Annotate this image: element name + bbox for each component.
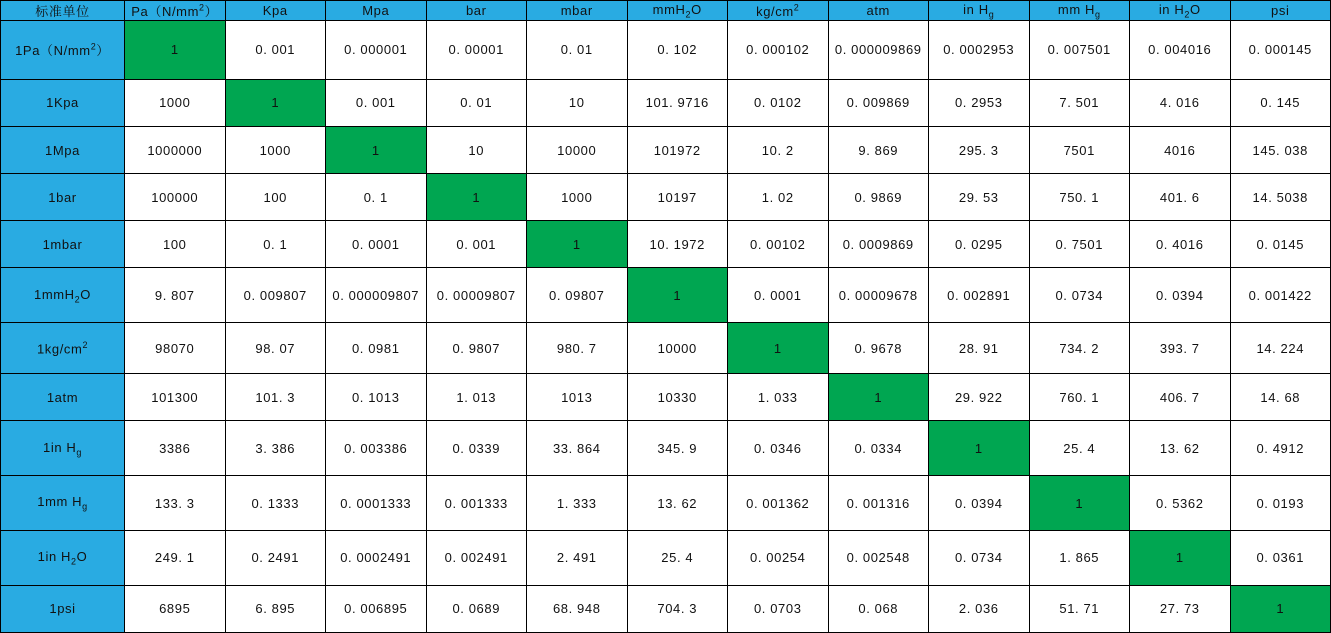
column-header-mmhg-label: mm $H_g$ bbox=[1057, 1, 1101, 20]
table-cell: 0. 1333 bbox=[225, 476, 326, 531]
column-header-psi: psi bbox=[1230, 1, 1331, 21]
table-cell: 25. 4 bbox=[1029, 421, 1130, 476]
column-header-mmh2o bbox=[627, 1, 728, 21]
table-cell: 7. 501 bbox=[1029, 79, 1130, 126]
table-cell: 0. 009869 bbox=[828, 79, 929, 126]
table-cell: 1. 033 bbox=[728, 374, 829, 421]
table-cell: 760. 1 bbox=[1029, 374, 1130, 421]
table-cell: 0. 0002491 bbox=[326, 531, 427, 586]
table-cell: 0. 003386 bbox=[326, 421, 427, 476]
column-header-pa-label: $Pa(N/mm^2)$ bbox=[131, 2, 219, 19]
table-cell: 10 bbox=[426, 127, 527, 174]
table-cell: 14. 68 bbox=[1230, 374, 1331, 421]
table-cell: 0. 0361 bbox=[1230, 531, 1331, 586]
table-cell: 1. 02 bbox=[728, 174, 829, 221]
table-cell: 10 bbox=[527, 79, 628, 126]
table-cell-diagonal: 1 bbox=[125, 21, 226, 80]
table-cell: 980. 7 bbox=[527, 323, 628, 374]
table-row bbox=[1, 79, 1331, 126]
table-cell: 0. 006895 bbox=[326, 585, 427, 632]
table-cell: 4016 bbox=[1130, 127, 1231, 174]
table-cell: 0. 001422 bbox=[1230, 268, 1331, 323]
table-cell: 0. 0981 bbox=[326, 323, 427, 374]
table-cell-diagonal: 1 bbox=[828, 374, 929, 421]
column-header-mbar: mbar bbox=[527, 1, 628, 21]
table-cell: 0. 001 bbox=[326, 79, 427, 126]
table-cell: 0. 102 bbox=[627, 21, 728, 80]
row-header: 1mbar bbox=[1, 221, 125, 268]
table-cell: 101972 bbox=[627, 127, 728, 174]
table-cell: 0. 0102 bbox=[728, 79, 829, 126]
table-cell-diagonal: 1 bbox=[1130, 531, 1231, 586]
table-cell: 0. 5362 bbox=[1130, 476, 1231, 531]
table-cell: 9. 807 bbox=[125, 268, 226, 323]
table-cell: 27. 73 bbox=[1130, 585, 1231, 632]
table-cell: 100000 bbox=[125, 174, 226, 221]
row-header: 1in $H_2O$ bbox=[1, 531, 125, 586]
table-cell: 0. 000145 bbox=[1230, 21, 1331, 80]
column-header-pa bbox=[125, 1, 226, 21]
table-cell: 3386 bbox=[125, 421, 226, 476]
table-cell: 1000000 bbox=[125, 127, 226, 174]
table-cell: 133. 3 bbox=[125, 476, 226, 531]
table-cell: 10. 2 bbox=[728, 127, 829, 174]
table-cell: 0. 0193 bbox=[1230, 476, 1331, 531]
column-header-mmh2o-label: mmH$_2$O bbox=[652, 1, 702, 20]
table-cell: 0. 01 bbox=[426, 79, 527, 126]
table-cell: 0. 0734 bbox=[1029, 268, 1130, 323]
table-cell: 0. 000009807 bbox=[326, 268, 427, 323]
table-cell: 0. 4016 bbox=[1130, 221, 1231, 268]
column-header-inhg bbox=[929, 1, 1030, 21]
table-cell-diagonal: 1 bbox=[1230, 585, 1331, 632]
table-cell: 25. 4 bbox=[627, 531, 728, 586]
table-cell: 33. 864 bbox=[527, 421, 628, 476]
row-header: 1Kpa bbox=[1, 79, 125, 126]
table-cell: 0. 0346 bbox=[728, 421, 829, 476]
table-cell: 0. 0145 bbox=[1230, 221, 1331, 268]
corner-header: 标准单位 bbox=[1, 1, 125, 21]
table-cell: 0. 0394 bbox=[929, 476, 1030, 531]
table-cell: 406. 7 bbox=[1130, 374, 1231, 421]
table-cell: 0. 7501 bbox=[1029, 221, 1130, 268]
table-cell: 1000 bbox=[527, 174, 628, 221]
table-cell: 14. 224 bbox=[1230, 323, 1331, 374]
row-header: 1mm $H_g$ bbox=[1, 476, 125, 531]
table-cell: 51. 71 bbox=[1029, 585, 1130, 632]
table-cell: 101. 3 bbox=[225, 374, 326, 421]
table-cell: 0. 00102 bbox=[728, 221, 829, 268]
table-cell: 1013 bbox=[527, 374, 628, 421]
table-cell: 14. 5038 bbox=[1230, 174, 1331, 221]
table-cell: 13. 62 bbox=[627, 476, 728, 531]
table-row bbox=[1, 374, 1331, 421]
table-cell: 9. 869 bbox=[828, 127, 929, 174]
table-cell: 249. 1 bbox=[125, 531, 226, 586]
table-cell: 0. 002491 bbox=[426, 531, 527, 586]
table-cell: 704. 3 bbox=[627, 585, 728, 632]
table-cell: 0. 002891 bbox=[929, 268, 1030, 323]
table-cell: 734. 2 bbox=[1029, 323, 1130, 374]
table-cell: 3. 386 bbox=[225, 421, 326, 476]
table-cell: 0. 0734 bbox=[929, 531, 1030, 586]
table-cell: 0. 004016 bbox=[1130, 21, 1231, 80]
row-header: 1Mpa bbox=[1, 127, 125, 174]
table-cell: 0. 01 bbox=[527, 21, 628, 80]
row-header: $1kg/cm^2$ bbox=[1, 323, 125, 374]
table-cell-diagonal: 1 bbox=[929, 421, 1030, 476]
table-cell: 0. 000009869 bbox=[828, 21, 929, 80]
table-row bbox=[1, 221, 1331, 268]
table-cell: 101300 bbox=[125, 374, 226, 421]
table-row bbox=[1, 323, 1331, 374]
table-cell: 0. 000102 bbox=[728, 21, 829, 80]
table-cell: 100 bbox=[125, 221, 226, 268]
table-cell: 0. 0001 bbox=[326, 221, 427, 268]
table-cell: 0. 0703 bbox=[728, 585, 829, 632]
table-cell: 0. 0001333 bbox=[326, 476, 427, 531]
table-cell: 0. 09807 bbox=[527, 268, 628, 323]
table-cell: 10330 bbox=[627, 374, 728, 421]
table-row bbox=[1, 268, 1331, 323]
table-cell: 750. 1 bbox=[1029, 174, 1130, 221]
table-cell: 0. 00001 bbox=[426, 21, 527, 80]
table-cell: 101. 9716 bbox=[627, 79, 728, 126]
table-cell: 0. 001316 bbox=[828, 476, 929, 531]
table-cell: 98070 bbox=[125, 323, 226, 374]
row-header: $1Pa(N/mm^2)$ bbox=[1, 21, 125, 80]
column-header-kgcm2-label: $kg/cm^2$ bbox=[756, 2, 800, 19]
table-cell: 401. 6 bbox=[1130, 174, 1231, 221]
table-cell: 13. 62 bbox=[1130, 421, 1231, 476]
table-cell-diagonal: 1 bbox=[527, 221, 628, 268]
table-cell: 1. 865 bbox=[1029, 531, 1130, 586]
row-header: 1in $H_g$ bbox=[1, 421, 125, 476]
table-cell: 4. 016 bbox=[1130, 79, 1231, 126]
table-cell-diagonal: 1 bbox=[1029, 476, 1130, 531]
table-cell: 0. 009807 bbox=[225, 268, 326, 323]
table-cell: 0. 0334 bbox=[828, 421, 929, 476]
table-row bbox=[1, 585, 1331, 632]
table-cell: 10000 bbox=[527, 127, 628, 174]
table-cell-diagonal: 1 bbox=[326, 127, 427, 174]
table-cell: 0. 002548 bbox=[828, 531, 929, 586]
table-cell-diagonal: 1 bbox=[627, 268, 728, 323]
column-header-inh2o-label: in $H_2O$ bbox=[1158, 1, 1201, 20]
table-cell: 0. 1 bbox=[225, 221, 326, 268]
table-cell: 29. 922 bbox=[929, 374, 1030, 421]
table-cell: 0. 00009807 bbox=[426, 268, 527, 323]
table-header-row bbox=[1, 1, 1331, 21]
table-cell: 0. 9807 bbox=[426, 323, 527, 374]
table-cell: 1000 bbox=[225, 127, 326, 174]
column-header-mmhg bbox=[1029, 1, 1130, 21]
table-row bbox=[1, 421, 1331, 476]
table-cell: 0. 145 bbox=[1230, 79, 1331, 126]
table-cell: 0. 0394 bbox=[1130, 268, 1231, 323]
table-row bbox=[1, 476, 1331, 531]
table-cell: 6. 895 bbox=[225, 585, 326, 632]
column-header-kgcm2 bbox=[728, 1, 829, 21]
table-cell: 0. 2491 bbox=[225, 531, 326, 586]
table-cell: 2. 036 bbox=[929, 585, 1030, 632]
table-cell: 0. 001333 bbox=[426, 476, 527, 531]
table-cell: 0. 0001 bbox=[728, 268, 829, 323]
table-cell-diagonal: 1 bbox=[225, 79, 326, 126]
table-cell: 10197 bbox=[627, 174, 728, 221]
row-header: 1bar bbox=[1, 174, 125, 221]
table-cell: 1. 013 bbox=[426, 374, 527, 421]
table-cell: 0. 001 bbox=[225, 21, 326, 80]
row-header: 1atm bbox=[1, 374, 125, 421]
table-cell: 1000 bbox=[125, 79, 226, 126]
table-cell: 0. 001 bbox=[426, 221, 527, 268]
table-cell: 28. 91 bbox=[929, 323, 1030, 374]
table-cell: 0. 1013 bbox=[326, 374, 427, 421]
table-cell: 0. 4912 bbox=[1230, 421, 1331, 476]
table-cell: 0. 00254 bbox=[728, 531, 829, 586]
table-cell: 7501 bbox=[1029, 127, 1130, 174]
table-row bbox=[1, 531, 1331, 586]
table-body bbox=[1, 21, 1331, 633]
table-cell: 145. 038 bbox=[1230, 127, 1331, 174]
table-cell: 68. 948 bbox=[527, 585, 628, 632]
table-cell: 0. 00009678 bbox=[828, 268, 929, 323]
table-cell: 0. 007501 bbox=[1029, 21, 1130, 80]
table-row bbox=[1, 21, 1331, 80]
table-cell: 1. 333 bbox=[527, 476, 628, 531]
table-cell: 295. 3 bbox=[929, 127, 1030, 174]
table-cell: 0. 0009869 bbox=[828, 221, 929, 268]
table-cell: 10. 1972 bbox=[627, 221, 728, 268]
table-cell: 98. 07 bbox=[225, 323, 326, 374]
table-cell: 0. 9678 bbox=[828, 323, 929, 374]
table-cell-diagonal: 1 bbox=[426, 174, 527, 221]
row-header: 1mmH$_2$O bbox=[1, 268, 125, 323]
column-header-bar: bar bbox=[426, 1, 527, 21]
column-header-kpa: Kpa bbox=[225, 1, 326, 21]
table-cell: 0. 0339 bbox=[426, 421, 527, 476]
table-cell: 0. 0689 bbox=[426, 585, 527, 632]
table-cell: 0. 9869 bbox=[828, 174, 929, 221]
table-cell: 0. 0295 bbox=[929, 221, 1030, 268]
table-cell: 100 bbox=[225, 174, 326, 221]
table-cell: 2. 491 bbox=[527, 531, 628, 586]
table-cell: 0. 2953 bbox=[929, 79, 1030, 126]
table-cell: 0. 068 bbox=[828, 585, 929, 632]
column-header-inh2o bbox=[1130, 1, 1231, 21]
table-cell: 345. 9 bbox=[627, 421, 728, 476]
table-cell: 393. 7 bbox=[1130, 323, 1231, 374]
table-cell-diagonal: 1 bbox=[728, 323, 829, 374]
table-cell: 29. 53 bbox=[929, 174, 1030, 221]
table-cell: 0. 1 bbox=[326, 174, 427, 221]
table-row bbox=[1, 174, 1331, 221]
table-cell: 6895 bbox=[125, 585, 226, 632]
table-cell: 10000 bbox=[627, 323, 728, 374]
row-header: 1psi bbox=[1, 585, 125, 632]
column-header-atm: atm bbox=[828, 1, 929, 21]
table-row bbox=[1, 127, 1331, 174]
table-cell: 0. 000001 bbox=[326, 21, 427, 80]
table-cell: 0. 0002953 bbox=[929, 21, 1030, 80]
column-header-inhg-label: in $H_g$ bbox=[963, 1, 995, 20]
table-cell: 0. 001362 bbox=[728, 476, 829, 531]
column-header-mpa: Mpa bbox=[326, 1, 427, 21]
